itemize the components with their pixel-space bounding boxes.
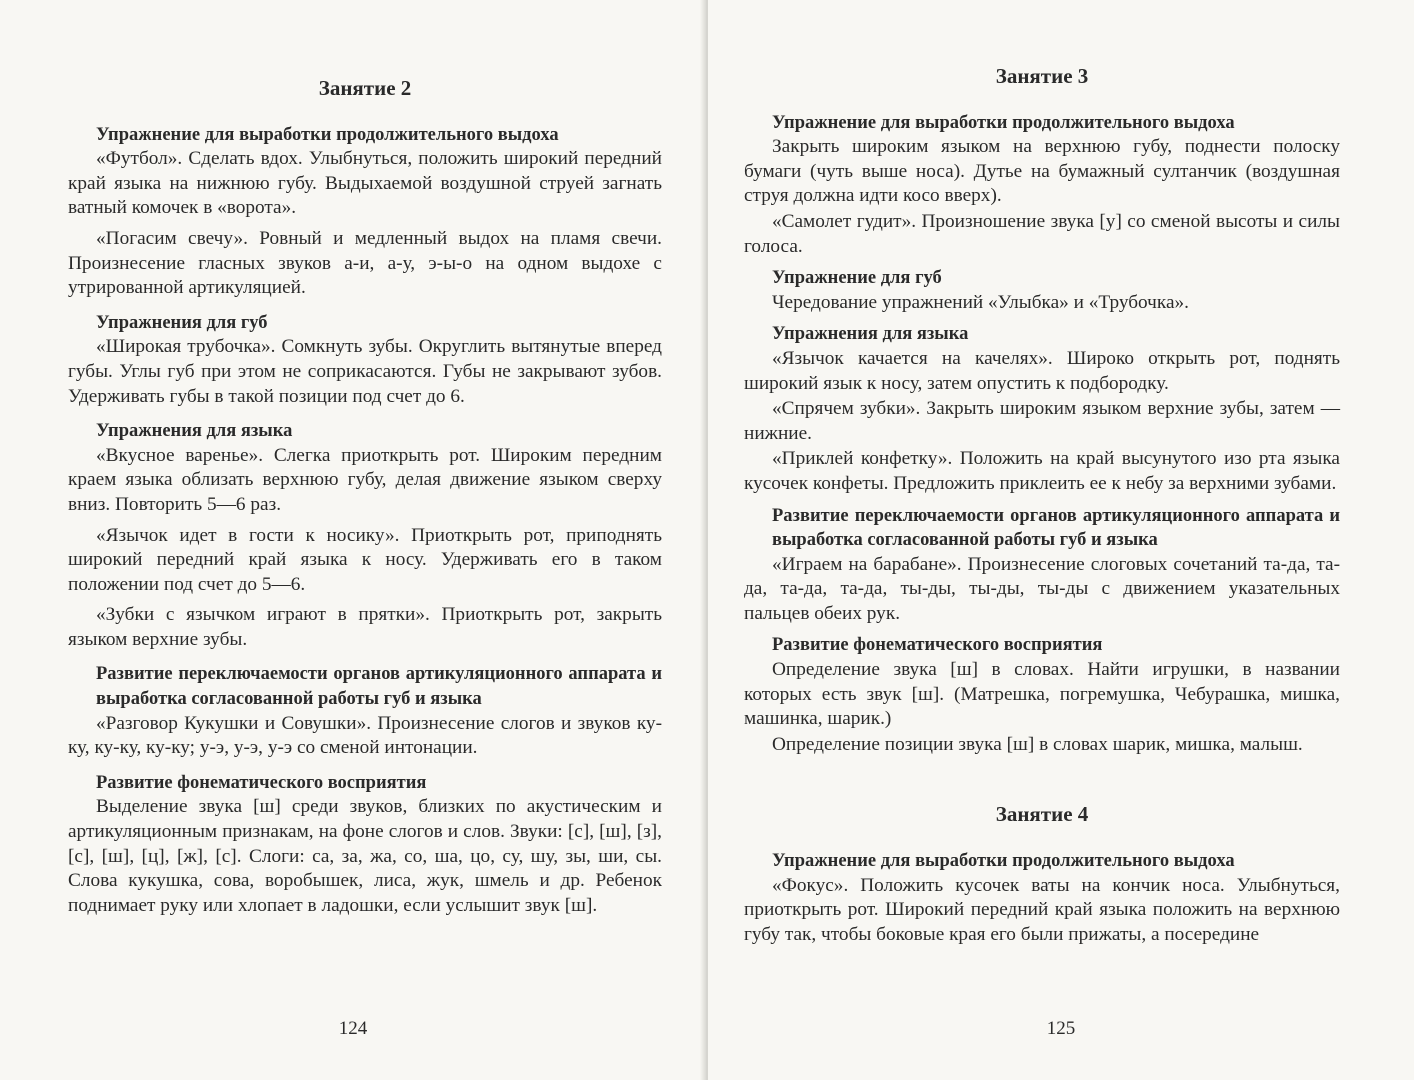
section-heading: Упражнения для языка — [772, 324, 969, 345]
paragraph: «Спрячем зубки». Закрыть широким языком верхние зубы, затем — нижние. — [744, 398, 1340, 444]
lesson-spacer — [744, 758, 1340, 802]
section-heading: Упражнение для выработки продолжительного выдоха — [96, 124, 559, 145]
lesson-title: Занятие 4 — [995, 802, 1089, 827]
page-right-text — [744, 64, 1340, 948]
paragraph: Выделение звука [ш] среди звуков, близких по акустическим и артикуляционным признакам, на фоне слогов и слов. Звуки: [с], [ш], [з], [с], [ш], [ц], [ж], [с]. Слоги: са, за, жа, со, ша, цо, су, шу, зы, ши, сы. Слова кукушка, сова, воробышек, лиса, жук, шмель и др. Ребенок поднимает руку или хлопает в ладошки, если услышит звук [ш]. — [68, 796, 662, 916]
paragraph: «Зубки с язычком играют в прятки». Приоткрыть рот, закрыть языком верхние зубы. — [68, 604, 662, 650]
paragraph: «Вкусное варенье». Слегка приоткрыть рот. Широким передним краем языка облизать верхнюю губу, делая движение языком сверху вниз. Повторить 5—6 раз. — [68, 444, 662, 515]
section-heading: Развитие переключаемости органов артикуляционного аппарата и выработка согласованной работы губ и языка — [772, 505, 1340, 551]
section-heading: Развитие фонематического восприятия — [772, 635, 1103, 656]
section-heading: Упражнения для губ — [96, 312, 268, 333]
section-heading: Упражнение для губ — [772, 268, 942, 289]
page-left — [0, 0, 706, 1080]
lesson-title: Занятие 2 — [318, 76, 412, 100]
paragraph: Закрыть широким языком на верхнюю губу, поднести полоску бумаги (чуть выше носа). Дутье на бумажный султанчик (воздушная струя должна идти косо вверх). — [744, 136, 1340, 207]
paragraph: «Язычок качается на качелях». Широко открыть рот, поднять широкий язык к носу, затем опустить к подбородку. — [744, 347, 1340, 394]
paragraph: «Фокус». Положить кусочек ваты на кончик носа. Улыбнуться, приоткрыть рот. Широкий передний край языка положить на верхнюю губу так, чтобы боковые края его были прижаты, а посередине — [744, 874, 1340, 945]
section-heading: Упражнение для выработки продолжительного выдоха — [772, 112, 1235, 133]
page-right — [708, 0, 1414, 1080]
section-heading: Развитие фонематического восприятия — [96, 772, 427, 793]
section-heading: Развитие переключаемости органов артикуляционного аппарата и выработка согласованной работы губ и языка — [96, 664, 662, 710]
lesson-title: Занятие 3 — [995, 64, 1089, 88]
paragraph: «Погасим свечу». Ровный и медленный выдох на пламя свечи. Произнесение гласных звуков а-и, а-у, э-ы-о на одном выдохе с утрированной артикуляцией. — [68, 227, 662, 299]
section-heading: Упражнения для языка — [96, 421, 293, 442]
page-number: 125 — [1046, 1018, 1076, 1039]
paragraph: «Язычок идет в гости к носику». Приоткрыть рот, приподнять широкий передний край языка к носу. Удерживать его в таком положении под счет до 5—6. — [68, 524, 662, 595]
section-heading: Упражнение для выработки продолжительного выдоха — [772, 851, 1235, 872]
paragraph: «Футбол». Сделать вдох. Улыбнуться, положить широкий передний край языка на нижнюю губу. Выдыхаемой воздушной струей загнать ватный комочек в «ворота». — [68, 148, 662, 219]
page-left-text — [68, 76, 662, 924]
paragraph: Определение позиции звука [ш] в словах шарик, мишка, малыш. — [772, 733, 1303, 755]
paragraph: «Самолет гудит». Произношение звука [у] со сменой высоты и силы голоса. — [744, 210, 1340, 257]
paragraph: «Разговор Кукушки и Совушки». Произнесение слогов и звуков ку-ку, ку-ку, ку-ку; у-э, у-э, у-э со сменой интонации. — [68, 712, 662, 759]
page-number: 124 — [338, 1018, 368, 1039]
paragraph: «Широкая трубочка». Сомкнуть зубы. Округлить вытянутые вперед губы. Углы губ при этом не соприкасаются. Губы не закрывают зубов. Удерживать губы в такой позиции под счет до 6. — [68, 336, 662, 407]
paragraph: «Играем на барабане». Произнесение слоговых сочетаний та-да, та-да, та-да, та-да, ты-ды, ты-ды, ты-ды с движением указательных пальцев обеих рук. — [744, 553, 1340, 624]
paragraph: Определение звука [ш] в словах. Найти игрушки, в названии которых есть звук [ш]. (Матрешка, погремушка, Чебурашка, мишка, машинка, шарик.) — [744, 659, 1340, 730]
paragraph: Чередование упражнений «Улыбка» и «Трубочка». — [772, 291, 1189, 313]
paragraph: «Приклей конфетку». Положить на край высунутого изо рта языка кусочек конфеты. Предложить приклеить ее к небу за верхними зубами. — [744, 448, 1340, 494]
